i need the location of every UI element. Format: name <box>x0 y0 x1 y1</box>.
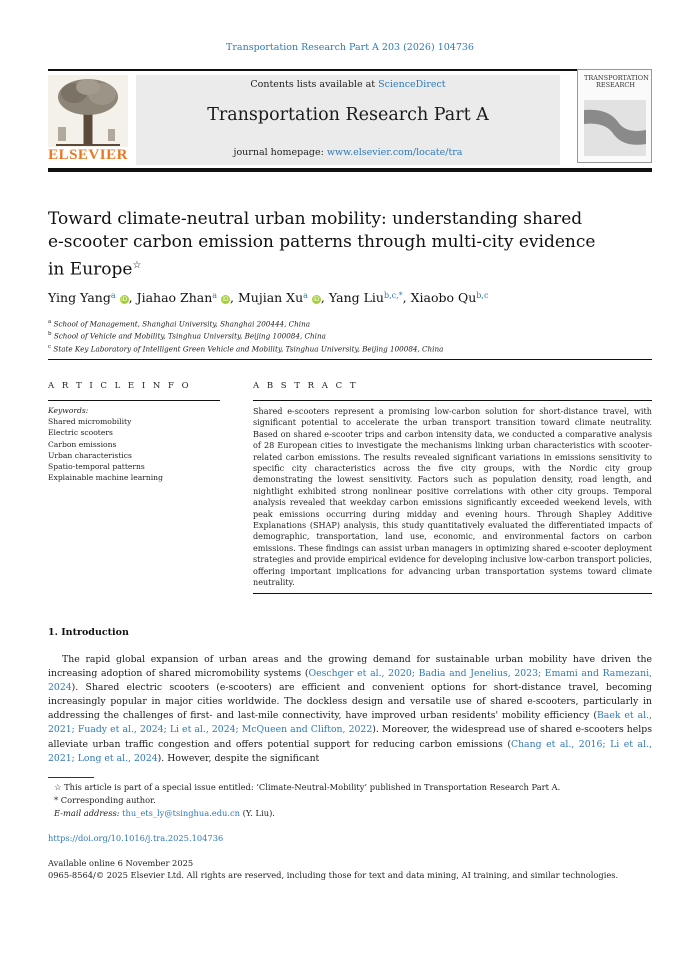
author-name[interactable]: Jiahao Zhan <box>136 290 213 305</box>
author-name[interactable]: Ying Yang <box>48 290 111 305</box>
author-name[interactable]: Mujian Xu <box>237 290 304 305</box>
available-online: Available online 6 November 2025 <box>48 858 194 868</box>
journal-title: Transportation Research Part A <box>207 105 489 125</box>
title-line-3 <box>48 254 608 282</box>
keyword-item: Carbon emissions <box>48 439 117 449</box>
orcid-icon[interactable]: iD <box>222 296 229 303</box>
header-rule <box>48 69 652 71</box>
intro-text-part: ). Moreover, the widespread use of shared e-scooters helps alleviate urban traffic congestion and offers potential support for reducing carbon emissions ( <box>48 724 652 750</box>
publisher-wordmark: ELSEVIER <box>48 147 128 163</box>
keyword-item: Explainable machine learning <box>48 473 163 483</box>
author-name[interactable]: Yang Liu <box>328 290 384 305</box>
orcid-icon[interactable]: iD <box>120 296 128 303</box>
citation-link[interactable]: Oeschger et al., 2020; Badia and Jenelius, 2023; Emami and Ramezani, 2024 <box>48 668 652 694</box>
title-line-2: e-scooter carbon emission patterns through multi-city evidence <box>48 232 596 252</box>
footnote-email <box>48 807 652 820</box>
intro-text-part: ). However, despite the significant <box>157 752 320 764</box>
affiliation-key: b <box>48 331 52 338</box>
journal-banner <box>136 75 560 165</box>
affiliation-list <box>48 317 652 354</box>
article-info-rule <box>48 400 220 401</box>
author-affiliation-mark[interactable]: b,c,* <box>383 291 403 300</box>
author-affiliation-mark[interactable]: a <box>303 291 308 300</box>
elsevier-logo[interactable] <box>48 75 128 165</box>
email-label: E-mail address: <box>54 808 120 818</box>
orcid-icon[interactable]: iD <box>313 296 320 303</box>
footnotes <box>48 781 652 820</box>
keywords-label: Keywords: <box>48 406 89 415</box>
footnote-special-issue <box>48 781 652 794</box>
keyword-item: Spatio-temporal patterns <box>48 462 145 472</box>
affiliation-item <box>48 317 652 329</box>
abstract-rule <box>253 400 652 401</box>
citation-link[interactable]: Chang et al., 2016; Li et al., 2021; Long et al., 2024 <box>48 738 652 764</box>
section-heading-introduction: 1. Introduction <box>48 627 129 638</box>
affiliation-key: c <box>48 343 52 350</box>
keyword-item: Shared micromobility <box>48 417 132 427</box>
title-footnote-mark[interactable]: ☆ <box>132 260 142 271</box>
journal-citation[interactable]: Transportation Research Part A 203 (2026) 104736 <box>226 42 474 53</box>
footnote-mark: * <box>54 795 59 805</box>
footnote-text: Corresponding author. <box>60 795 156 805</box>
author-affiliation-mark[interactable]: a <box>110 291 116 300</box>
affiliation-text: State Key Laboratory of Intelligent Green Vehicle and Mobility, Tsinghua University, Beijing 100084, China <box>53 344 444 354</box>
affiliation-text: School of Management, Shanghai University, Shanghai 200444, China <box>53 319 310 329</box>
homepage-prefix: journal homepage: <box>233 147 327 158</box>
journal-homepage-link[interactable]: www.elsevier.com/locate/tra <box>326 147 463 158</box>
article-info-heading: A R T I C L E I N F O <box>48 381 192 391</box>
elsevier-tree-logo-icon <box>48 75 128 147</box>
footnote-rule <box>48 777 94 778</box>
affiliation-key: a <box>48 319 52 325</box>
intro-text-part: ). Shared electric scooters (e-scooters) are efficient and convenient options for short-distance travel, becoming increasingly popular in major cities worldwide. The dockless design and versatile use of shared e-scooters, particularly in addressing the challenges of first- and last-mile connectivity, have improved urban residents' mobility efficiency ( <box>48 682 652 722</box>
journal-cover[interactable] <box>577 69 652 163</box>
author-affiliation-mark[interactable]: b,c <box>476 291 489 300</box>
paper-title <box>48 208 608 282</box>
footnote-text: This article is part of a special issue entitled: ‘Climate-Neutral-Mobility’ published in Transportation Research Part A. <box>64 782 561 792</box>
author-list: Ying Yang$^a$ iD, Jiahao Zhan$^a$ iD, Mujian Xu$^a$ iD, Yang Liu$^{b,c,*}$, Xiaobo Qu$^{b,c}$ <box>48 290 489 305</box>
author-affiliation-mark[interactable]: a <box>212 291 218 300</box>
homepage-line <box>136 147 560 158</box>
affiliation-text: School of Vehicle and Mobility, Tsinghua University, Beijing 100084, China <box>53 331 326 341</box>
sciencedirect-link[interactable]: ScienceDirect <box>378 79 446 90</box>
contents-prefix: Contents lists available at <box>250 79 379 90</box>
intro-text-part: The rapid global expansion of urban areas and the growing demand for sustainable urban mobility have driven the increasing adoption of shared micromobility systems ( <box>48 654 652 680</box>
footnote-mark: ☆ <box>54 782 62 792</box>
affiliation-item <box>48 329 652 341</box>
author-name[interactable]: Xiaobo Qu <box>410 290 477 305</box>
email-link[interactable]: thu_ets_ly@tsinghua.edu.cn <box>122 808 240 818</box>
email-suffix: (Y. Liu). <box>242 808 275 818</box>
metadata-rule <box>48 359 652 360</box>
introduction-paragraph <box>48 653 652 766</box>
keyword-item: Electric scooters <box>48 428 113 438</box>
journal-cover-image-icon <box>578 70 652 163</box>
keywords-block <box>48 405 238 483</box>
header-thick-rule <box>48 168 652 172</box>
abstract-bottom-rule <box>253 593 652 594</box>
title-line-3-text: in Europe <box>48 259 133 280</box>
abstract-body: Shared e-scooters represent a promising low-carbon solution for short-distance travel, with significant potential to accelerate the urban transport transition toward climate neutrality. Based on shared e-scooter trips and carbon intensity data, we conducted a comparative analysis of 28 European cities to investigate the mechanisms linking urban characteristics with scooter-related carbon emissions. The results revealed significant variations in emissions sensitivity to specific city characteristics across the five city groups, with the Nordic city group demonstrating the lowest sensitivity. Factors such as population density, road length, and nightlight exhibited strong nonlinear positive correlations with other city groups. Temporal analysis revealed that weekday carbon emissions significantly exceeded weekend levels, with peak emissions occurring during midday and evening hours. Through Shapley Additive Explanations (SHAP) analysis, this study quantitatively evaluated the differentiated impacts of demographic, transportation, land use, economic, and environmental factors on carbon emissions. These findings can assist urban managers in optimizing shared e-scooter deployment strategies and provide empirical evidence for developing inclusive low-carbon transport policies, offering important implications for advancing urban transportation systems toward climate neutrality. <box>253 406 652 588</box>
keyword-item: Urban characteristics <box>48 450 132 460</box>
contents-line <box>136 79 560 90</box>
citation-link[interactable]: Baek et al., 2021; Fuady et al., 2024; Li et al., 2024; McQueen and Clifton, 2022 <box>48 710 653 736</box>
affiliation-item <box>48 342 652 354</box>
cover-title: TRANSPORTATION RESEARCH <box>584 74 649 89</box>
copyright-notice: 0965-8564/© 2025 Elsevier Ltd. All rights are reserved, including those for text and data mining, AI training, and similar technologies. <box>48 870 619 880</box>
title-line-1: Toward climate-neutral urban mobility: understanding shared <box>48 209 583 229</box>
footnote-corresponding <box>48 794 652 807</box>
abstract-heading: A B S T R A C T <box>253 381 359 391</box>
doi-link[interactable]: https://doi.org/10.1016/j.tra.2025.104736 <box>48 833 224 843</box>
